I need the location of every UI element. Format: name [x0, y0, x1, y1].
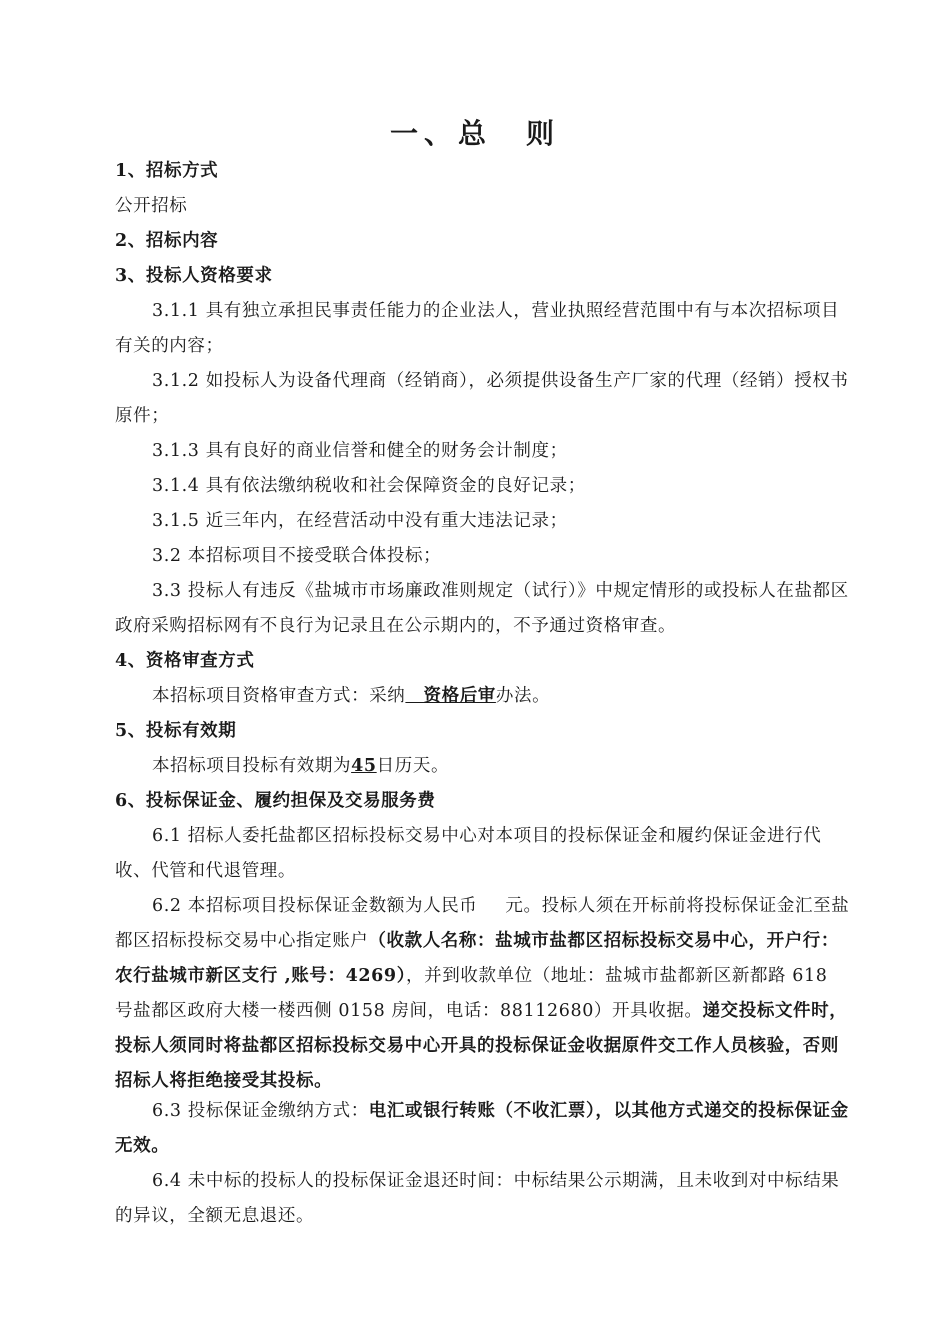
clause-5-text-after: 日历天。: [376, 756, 450, 776]
review-method: 资格后审: [405, 686, 496, 706]
clause-5-body: [115, 749, 850, 784]
clause-6-3-part-a: 6.3 投标保证金缴纳方式：: [152, 1101, 369, 1121]
clause-4-text-before: 本招标项目资格审查方式：采纳: [152, 686, 406, 706]
clause-6-2-account-info: （收款人名称：盐城市盐都区招标投标交易中心，开户行：农行盐城市新区支行 ,账号：4269）: [115, 931, 840, 986]
clause-6-2-part-b: 元。投标人须在开标前将投标保证金汇至盐都区招标投标交易中心指定账户: [115, 896, 850, 951]
clause-6-2-part-a: 6.2 本招标项目投标保证金数额为人民币: [152, 896, 478, 916]
clause-6-3-notice: 电汇或银行转账（不收汇票），以其他方式递交的投标保证金无效。: [115, 1101, 849, 1156]
clause-3-1-3: 3.1.3 具有良好的商业信誉和健全的财务会计制度；: [152, 441, 568, 461]
clause-6-2: [115, 889, 850, 1099]
clause-3-1-4: 3.1.4 具有依法缴纳税收和社会保障资金的良好记录；: [152, 476, 586, 496]
section-4-heading: 4、资格审查方式: [115, 651, 255, 671]
clause-3-3: 3.3 投标人有违反《盐城市市场廉政准则规定（试行）》中规定情形的或投标人在盐都区政府采购招标网有不良行为记录且在公示期内的，不予通过资格审查。: [115, 581, 849, 636]
clause-5-text-before: 本招标项目投标有效期为: [152, 756, 352, 776]
clause-3-1-2: 3.1.2 如投标人为设备代理商（经销商），必须提供设备生产厂家的代理（经销）授权书原件；: [115, 371, 849, 426]
section-1-heading: 1、招标方式: [115, 161, 219, 181]
section-5-heading: 5、投标有效期: [115, 721, 237, 741]
validity-days: 45: [351, 756, 377, 776]
clause-3-2: 3.2 本招标项目不接受联合体投标；: [152, 546, 442, 566]
clause-6-1: 6.1 招标人委托盐都区招标投标交易中心对本项目的投标保证金和履约保证金进行代收、代管和代退管理。: [115, 826, 822, 881]
section-1-body: 公开招标: [115, 196, 188, 216]
section-2-heading: 2、招标内容: [115, 231, 219, 251]
clause-6-2-notice: 递交投标文件时，投标人须同时将盐都区招标投标交易中心开具的投标保证金收据原件交工作人员核验，否则招标人将拒绝接受其投标。: [115, 1001, 848, 1091]
clause-3-1-5: 3.1.5 近三年内，在经营活动中没有重大违法记录；: [152, 511, 568, 531]
clause-4-body: [115, 679, 850, 714]
clause-4-text-after: 办法。: [495, 686, 551, 706]
section-6-heading: 6、投标保证金、履约担保及交易服务费: [115, 791, 436, 811]
clause-6-2-part-c: ，并到收款单位（地址：盐城市盐都新区新都路 618 号盐都区政府大楼一楼西侧 0158 房间，电话：88112680）开具收据。: [115, 966, 828, 1021]
clause-6-3: [115, 1094, 850, 1164]
clause-3-1-1: 3.1.1 具有独立承担民事责任能力的企业法人，营业执照经营范围中有与本次招标项目有关的内容；: [115, 301, 840, 356]
page-title: 一、总 则: [389, 117, 560, 150]
clause-6-4: 6.4 未中标的投标人的投标保证金退还时间：中标结果公示期满，且未收到对中标结果的异议，全额无息退还。: [115, 1171, 840, 1226]
section-3-heading: 3、投标人资格要求: [115, 266, 273, 286]
